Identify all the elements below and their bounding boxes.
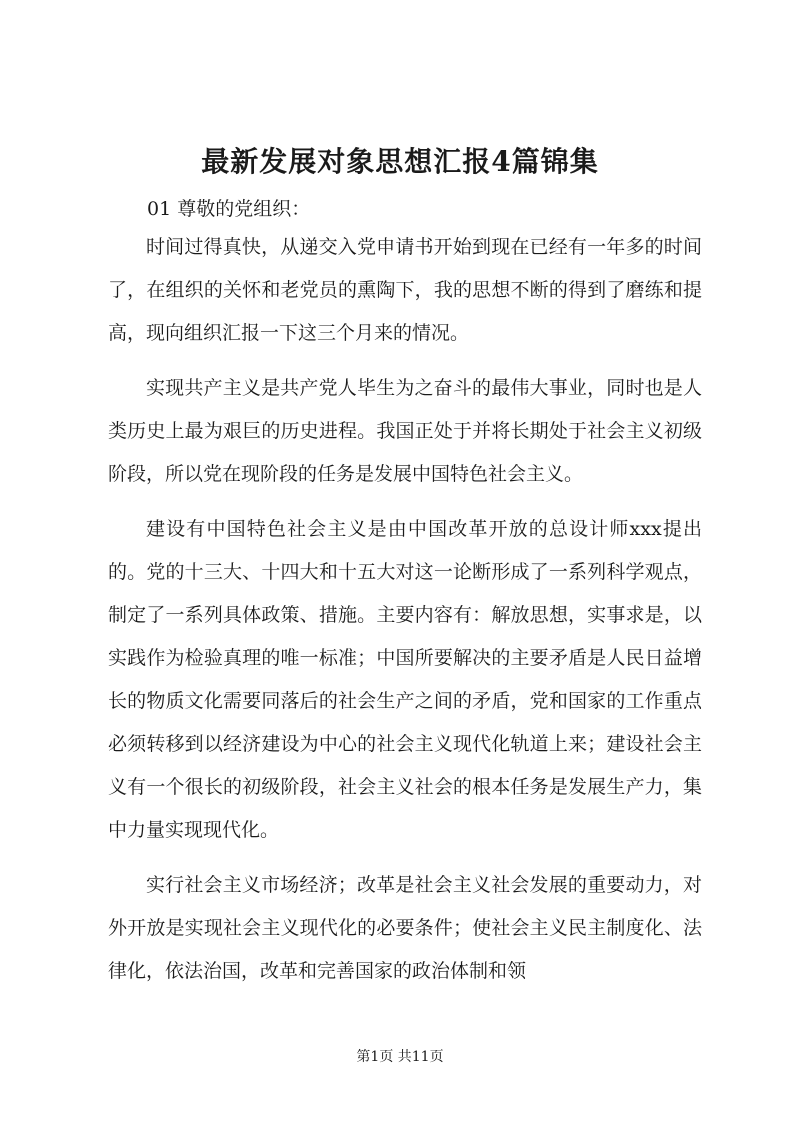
paragraph: 实现共产主义是共产党人毕生为之奋斗的最伟大事业，同时也是人类历史上最为艰巨的历史进程。我国正处于并将长期处于社会主义初级阶段，所以党在现阶段的任务是发展中国特色社会主义。 [108,377,702,485]
paragraph: 建设有中国特色社会主义是由中国改革开放的总设计师xxx提出的。党的十三大、十四大和十五大对这一论断形成了一系列科学观点，制定了一系列具体政策、措施。主要内容有：解放思想，实事求是，以实践作为检验真理的唯一标准；中国所要解决的主要矛盾是人民日益增长的物质文化需要同落后的社会生产之间的矛盾，党和国家的工作重点必须转移到以经济建设为中心的社会主义现代化轨道上来；建设社会主义有一个很长的初级阶段，社会主义社会的根本任务是发展生产力，集中力量实现现代化。 [108,518,702,841]
salutation: 01 尊敬的党组织： [147,198,311,220]
page-number-footer: 第1页 共11页 [356,1049,444,1065]
body-text [108,226,702,1005]
paragraph: 时间过得真快，从递交入党申请书开始到现在已经有一年多的时间了，在组织的关怀和老党员的熏陶下，我的思想不断的得到了磨练和提高，现向组织汇报一下这三个月来的情况。 [108,236,702,344]
paragraph: 实行社会主义市场经济；改革是社会主义社会发展的重要动力，对外开放是实现社会主义现代化的必要条件；使社会主义民主制度化、法律化，依法治国，改革和完善国家的政治体制和领 [108,874,702,982]
page-title: 最新发展对象思想汇报4篇锦集 [201,145,599,178]
